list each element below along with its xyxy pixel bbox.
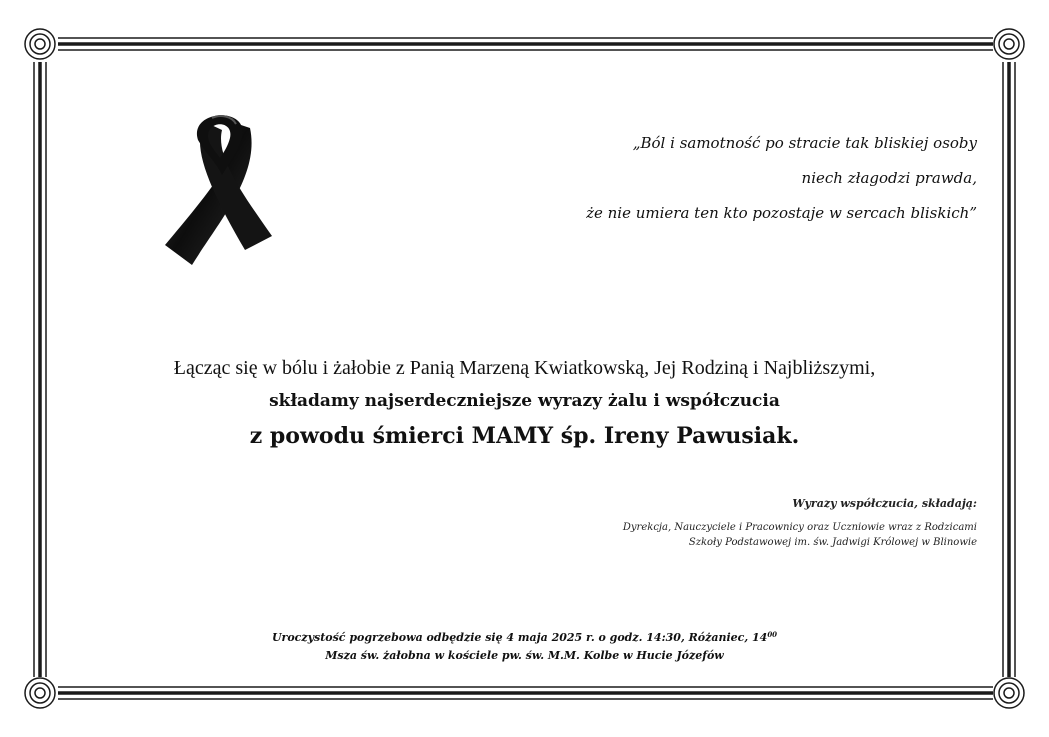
funeral-line bbox=[0, 626, 1049, 647]
condolence-line: składamy najserdeczniejsze wyrazy żalu i współczucia bbox=[269, 391, 780, 411]
signers-line: Szkoły Podstawowej im. św. Jadwigi Królowej w Blinowie bbox=[688, 537, 977, 548]
signers-heading: Wyrazy współczucia, składają: bbox=[792, 497, 977, 510]
corner-ornament-icon bbox=[25, 678, 55, 708]
quote-line: niech złagodzi prawda, bbox=[801, 169, 977, 187]
funeral-info bbox=[0, 626, 1049, 665]
quote bbox=[417, 126, 977, 231]
corner-ornament-icon bbox=[25, 29, 55, 59]
mourning-ribbon-icon bbox=[150, 100, 290, 280]
funeral-line: Msza św. żałobna w kościele pw. św. M.M. Kolbe w Hucie Józefów bbox=[325, 649, 724, 662]
funeral-time-sup: 00 bbox=[767, 630, 778, 639]
corner-ornament-icon bbox=[994, 678, 1024, 708]
signers-line: Dyrekcja, Nauczyciele i Pracownicy oraz Uczniowie wraz z Rodzicami bbox=[622, 522, 977, 533]
signers bbox=[417, 496, 977, 550]
funeral-time-text: Uroczystość pogrzebowa odbędzie się 4 maja 2025 r. o godz. 14:30, Różaniec, 14 bbox=[271, 631, 768, 644]
quote-line: że nie umiera ten kto pozostaje w sercach bliskich” bbox=[586, 204, 977, 222]
condolence-line: Łącząc się w bólu i żałobie z Panią Marzeną Kwiatkowską, Jej Rodziną i Najbliższymi, bbox=[173, 357, 876, 379]
condolence-headline: z powodu śmierci MAMY śp. Ireny Pawusiak. bbox=[249, 423, 800, 449]
corner-ornament-icon bbox=[994, 29, 1024, 59]
quote-line: „Ból i samotność po stracie tak bliskiej osoby bbox=[632, 134, 977, 152]
